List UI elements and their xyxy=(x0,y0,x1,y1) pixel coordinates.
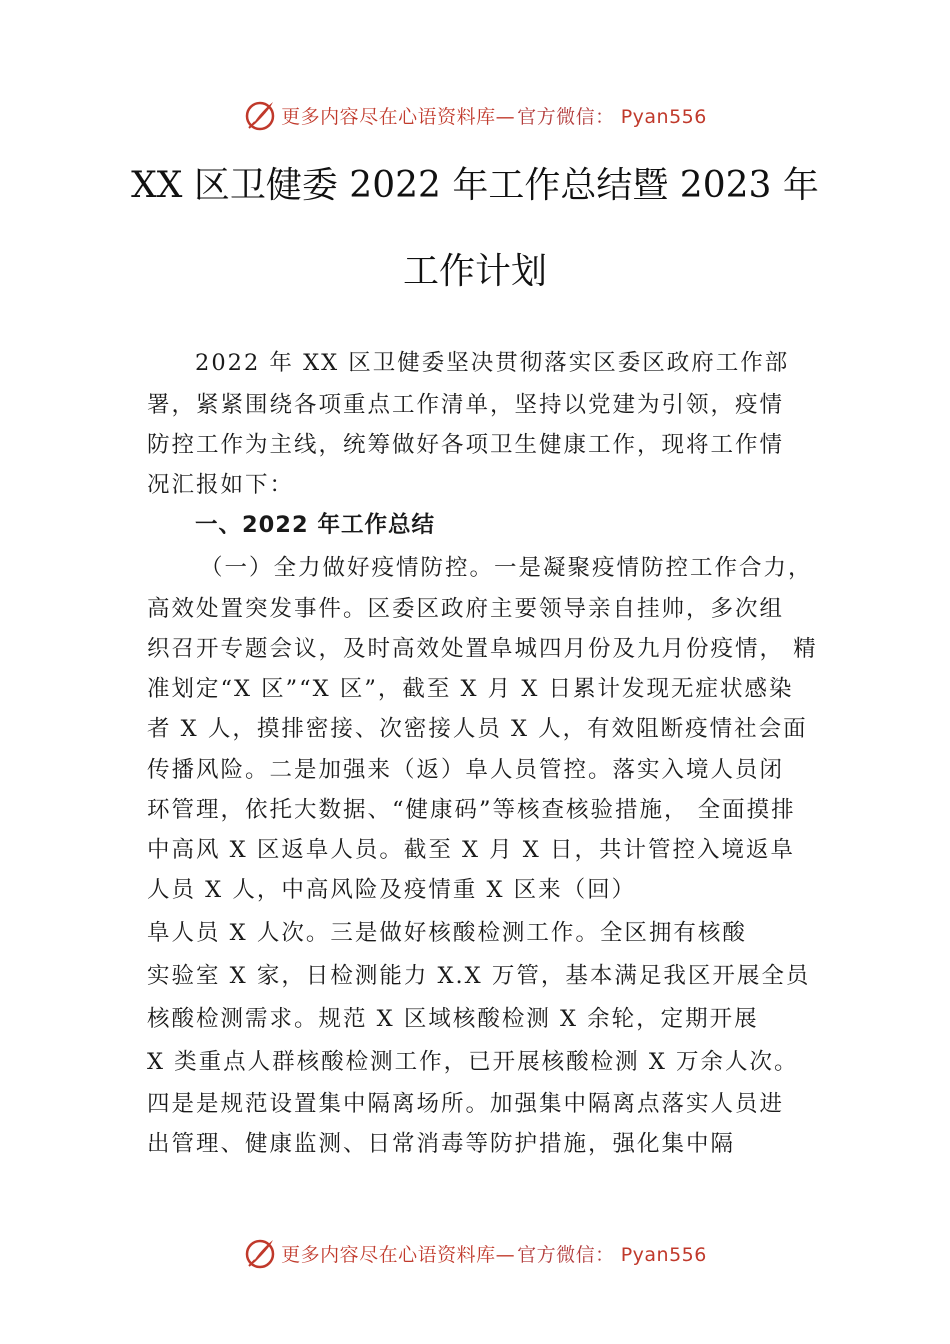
body-line: 织召开专题会议，及时高效处置阜城四月份及九月份疫情， 精 xyxy=(147,636,818,662)
body-line: （一）全力做好疫情防控。一是凝聚疫情防控工作合力， xyxy=(200,555,813,581)
body-line: 传播风险。二是加强来（返）阜人员管控。落实入境人员闭 xyxy=(147,757,785,783)
body-line: 人员 X 人，中高风险及疫情重 X 区来（回） xyxy=(147,877,637,903)
body-line: 署，紧紧围绕各项重点工作清单，坚持以党建为引领，疫情 xyxy=(147,392,785,418)
banner-slogan: 更多内容尽在心语资料库— xyxy=(281,105,516,128)
banner-text xyxy=(281,1240,707,1267)
body-line: 环管理，依托大数据、“健康码”等核查核验措施， 全面摸排 xyxy=(147,797,796,823)
banner-slogan: 更多内容尽在心语资料库— xyxy=(281,1243,516,1266)
body-line: 高效处置突发事件。区委区政府主要领导亲自挂帅，多次组 xyxy=(147,596,785,622)
banner-wechat-label: 官方微信： xyxy=(517,1243,615,1266)
footer-banner xyxy=(0,1233,950,1273)
banner-wechat-label: 官方微信： xyxy=(517,105,615,128)
document-title-line-2: 工作计划 xyxy=(402,251,547,292)
body-line: 准划定“X 区”“X 区”，截至 X 月 X 日累计发现无症状感染 xyxy=(147,676,794,702)
section-heading: 一、2022 年工作总结 xyxy=(195,512,435,538)
banner-wechat-id: Pyan556 xyxy=(620,1243,707,1266)
quill-pen-icon xyxy=(243,98,277,132)
body-line: 四是是规范设置集中隔离场所。加强集中隔离点落实人员进 xyxy=(147,1091,785,1117)
body-line: 者 X 人，摸排密接、次密接人员 X 人，有效阻断疫情社会面 xyxy=(147,716,808,742)
body-line: 防控工作为主线，统筹做好各项卫生健康工作，现将工作情 xyxy=(147,432,785,458)
body-line: 核酸检测需求。规范 X 区域核酸检测 X 余轮，定期开展 xyxy=(147,1006,759,1032)
body-line: 2022 年 XX 区卫健委坚决贯彻落实区委区政府工作部 xyxy=(195,350,790,376)
body-line: X 类重点人群核酸检测工作，已开展核酸检测 X 万余人次。 xyxy=(147,1049,799,1075)
header-banner xyxy=(0,95,950,135)
body-line: 出管理、健康监测、日常消毒等防护措施，强化集中隔 xyxy=(147,1131,736,1157)
body-line: 阜人员 X 人次。三是做好核酸检测工作。全区拥有核酸 xyxy=(147,920,747,946)
document-title-line-1: XX 区卫健委 2022 年工作总结暨 2023 年 xyxy=(131,165,819,206)
body-line: 况汇报如下： xyxy=(147,472,295,498)
body-line: 中高风 X 区返阜人员。截至 X 月 X 日，共计管控入境返阜 xyxy=(147,837,795,863)
banner-wechat-id: Pyan556 xyxy=(620,105,707,128)
quill-pen-icon xyxy=(243,1236,277,1270)
banner-text xyxy=(281,102,707,129)
body-line: 实验室 X 家，日检测能力 X.X 万管，基本满足我区开展全员 xyxy=(147,963,811,989)
